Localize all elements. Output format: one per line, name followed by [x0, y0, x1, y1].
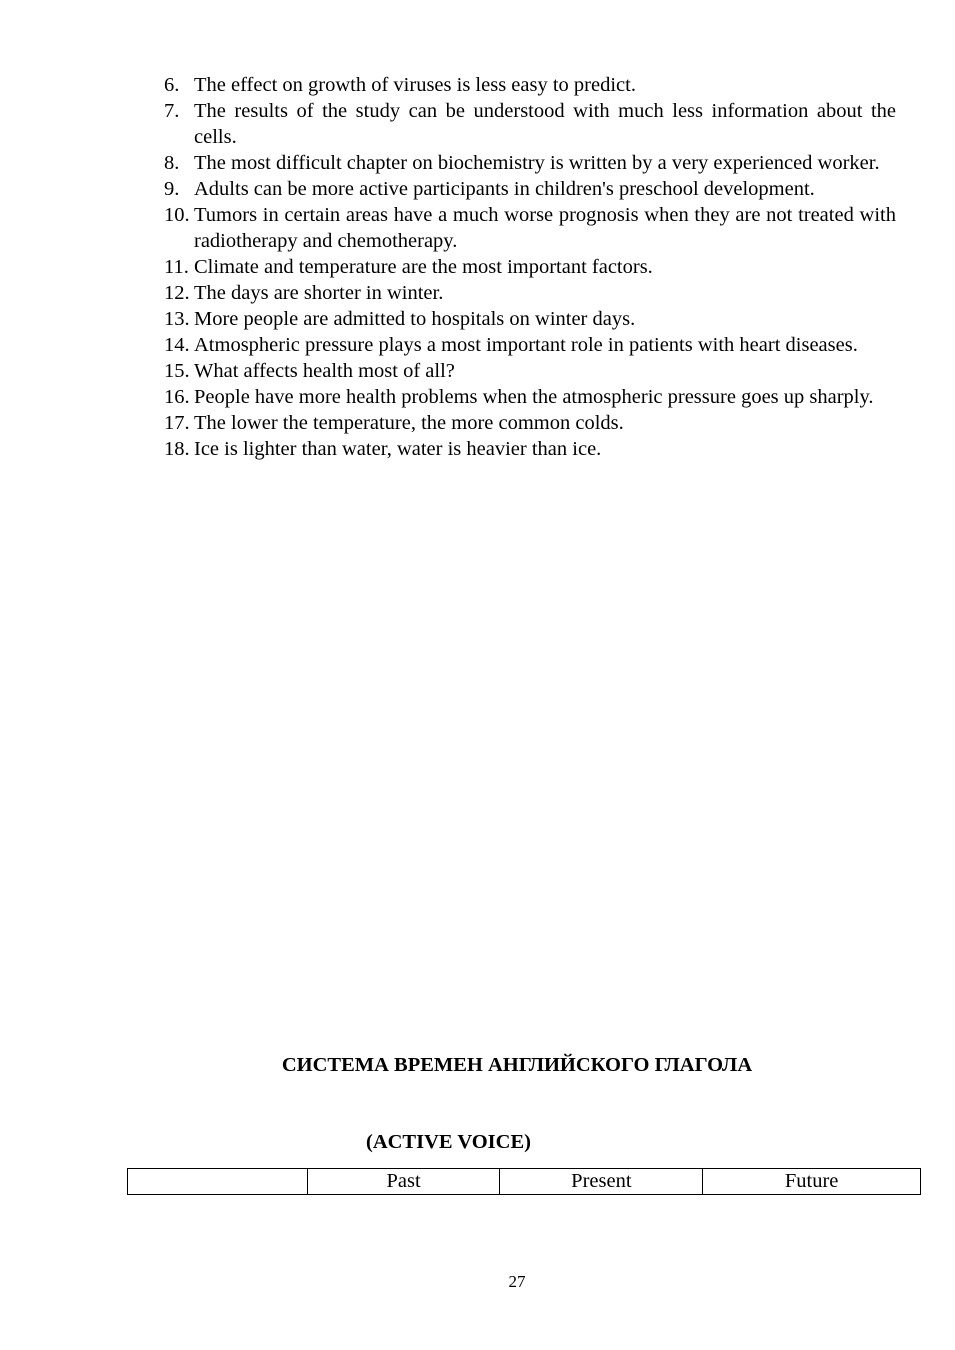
header-cell-empty — [128, 1169, 308, 1195]
list-item — [164, 98, 896, 150]
list-item — [164, 306, 896, 332]
item-text: The lower the temperature, the more common colds. — [194, 412, 624, 434]
item-text: What affects health most of all? — [194, 360, 455, 382]
item-text: More people are admitted to hospitals on winter days. — [194, 308, 636, 330]
list-item — [164, 410, 896, 436]
item-text: Climate and temperature are the most important factors. — [194, 256, 653, 278]
list-item — [164, 332, 896, 358]
exercise-list — [164, 72, 896, 462]
item-number: 8. — [164, 152, 180, 174]
list-item — [164, 280, 896, 306]
item-number: 6. — [164, 74, 180, 96]
item-text: The days are shorter in winter. — [194, 282, 444, 304]
header-cell-present: Present — [500, 1169, 703, 1195]
item-number: 10. — [164, 204, 190, 226]
list-item — [164, 436, 896, 462]
page-number: 27 — [508, 1272, 526, 1291]
item-number: 14. — [164, 334, 190, 356]
table-header-row — [128, 1169, 921, 1195]
section-title: СИСТЕМА ВРЕМЕН АНГЛИЙСКОГО ГЛАГОЛА — [281, 1054, 753, 1076]
list-item — [164, 72, 896, 98]
list-item — [164, 202, 896, 254]
item-number: 13. — [164, 308, 190, 330]
item-text: Tumors in certain areas have a much worse prognosis when they are not treated with radiotherapy and chemotherapy. — [194, 204, 896, 252]
tense-table — [127, 1168, 921, 1195]
item-number: 17. — [164, 412, 190, 434]
list-item — [164, 358, 896, 384]
item-number: 9. — [164, 178, 180, 200]
item-text: The effect on growth of viruses is less easy to predict. — [194, 74, 636, 96]
item-text: The results of the study can be understood with much less information about the cells. — [194, 100, 896, 148]
item-number: 18. — [164, 438, 190, 460]
list-item — [164, 150, 896, 176]
list-item — [164, 384, 896, 410]
item-number: 11. — [164, 256, 189, 278]
item-text: People have more health problems when the atmospheric pressure goes up sharply. — [194, 386, 874, 408]
item-text: Ice is lighter than water, water is heavier than ice. — [194, 438, 602, 460]
item-number: 16. — [164, 386, 190, 408]
item-number: 15. — [164, 360, 190, 382]
header-cell-past: Past — [307, 1169, 500, 1195]
item-number: 12. — [164, 282, 190, 304]
list-item — [164, 254, 896, 280]
item-number: 7. — [164, 100, 180, 122]
item-text: Atmospheric pressure plays a most important role in patients with heart diseases. — [194, 334, 858, 356]
item-text: Adults can be more active participants in children's preschool development. — [194, 178, 815, 200]
list-item — [164, 176, 896, 202]
header-cell-future: Future — [703, 1169, 921, 1195]
item-text: The most difficult chapter on biochemistry is written by a very experienced worker. — [194, 152, 880, 174]
section-subtitle: (ACTIVE VOICE) — [366, 1131, 531, 1153]
